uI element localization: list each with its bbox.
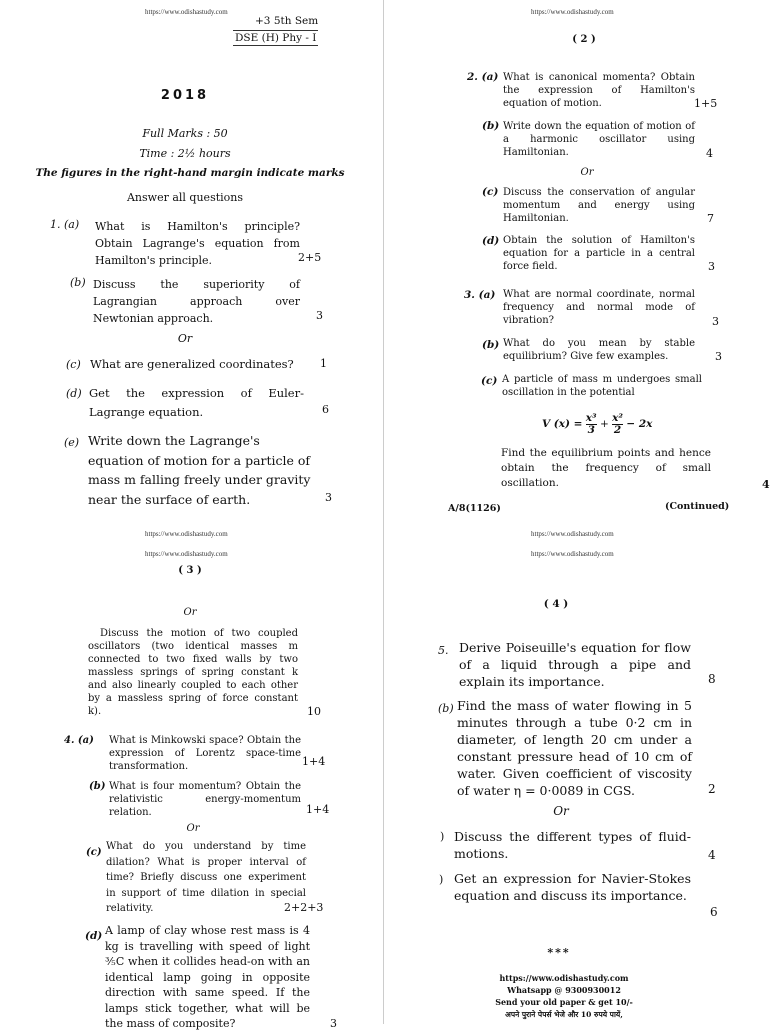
q1b-marks: 3 bbox=[316, 309, 323, 322]
q5c-marks: 4 bbox=[708, 848, 716, 862]
q4c-label: (c) bbox=[86, 847, 102, 858]
eq-2: 2 bbox=[613, 423, 622, 436]
figures-note: The figures in the right-hand margin indicate marks bbox=[35, 167, 345, 179]
potential-equation bbox=[542, 410, 652, 438]
eq-tail: − 2x bbox=[626, 418, 653, 430]
q3c-text2: Find the equilibrium points and hence obtain the frequency of small oscillation. bbox=[501, 447, 711, 489]
footer-code: A/8(1126) bbox=[448, 503, 501, 514]
year: 2018 bbox=[160, 88, 210, 103]
q1b-text: Discuss the superiority of Lagrangian approach over Newtonian approach. bbox=[93, 278, 300, 325]
q5b-label: (b) bbox=[438, 702, 454, 715]
site-url-2: https://www.odishastudy.com bbox=[531, 550, 614, 558]
promo-send: Send your old paper & get 10/- bbox=[495, 997, 633, 1007]
promo-whatsapp: Whatsapp @ 9300930012 bbox=[507, 985, 621, 995]
q5a-text: Derive Poiseuille's equation for flow of a liquid through a pipe and explain its importance. bbox=[459, 640, 691, 689]
time: Time : 2½ hours bbox=[139, 147, 231, 160]
eq-plus: + bbox=[600, 418, 609, 430]
page-2 bbox=[384, 0, 768, 512]
q1a-text: What is Hamilton's principle? Obtain Lagrange's equation from Hamilton's principle. bbox=[95, 220, 300, 267]
eq-3: 3 bbox=[587, 423, 595, 436]
q4c-text: What do you understand by time dilation? What is proper interval of time? Briefly discuss one experiment in support of time dilation in special relativity. bbox=[106, 841, 306, 914]
q5a-marks: 8 bbox=[708, 672, 716, 686]
promo-hindi: अपने पुराने पेपर्स भेजे और 10 रुपये पायें, bbox=[505, 1010, 623, 1019]
q2a-marks: 1+5 bbox=[694, 97, 718, 110]
q5d-label: ) bbox=[439, 873, 444, 886]
q4d-text: A lamp of clay whose rest mass is 4 kg is travelling with speed of light ⅗C when it collides head-on with an identical lamp going in opposite direction with same speed. If the lamps stick together, what will be the mass of composite? bbox=[105, 924, 310, 1030]
q5d-text: Get an expression for Navier-Stokes equation and discuss its importance. bbox=[454, 871, 691, 903]
q1d-marks: 6 bbox=[322, 403, 329, 416]
q3b-text: What do you mean by stable equilibrium? Give few examples. bbox=[503, 338, 695, 362]
q3a-marks: 3 bbox=[712, 315, 719, 328]
or: Or bbox=[580, 167, 594, 178]
end-stars: *** bbox=[547, 946, 571, 959]
q4b-label: (b) bbox=[89, 781, 106, 792]
q2c-marks: 7 bbox=[707, 212, 714, 225]
q1c-text: What are generalized coordinates? bbox=[90, 357, 294, 371]
header-sem: +3 5th Sem bbox=[255, 15, 319, 27]
or-1: Or bbox=[183, 607, 197, 618]
q1e-marks: 3 bbox=[325, 491, 332, 504]
eq-frac-x2 bbox=[612, 413, 623, 436]
eq-lhs: V (x) = bbox=[542, 418, 583, 430]
site-url: https://www.odishastudy.com bbox=[531, 8, 614, 16]
or-2: Or bbox=[186, 823, 200, 834]
q4d-label: (d) bbox=[85, 930, 103, 942]
qd-text: Discuss the motion of two coupled oscillators (two identical masses m connected to two fixed walls by two massless springs of spring constant k and also linearly coupled to each other by a massless spring of force constant k). bbox=[88, 628, 298, 717]
promo-url: https://www.odishastudy.com bbox=[499, 973, 629, 983]
eq-frac-x3 bbox=[586, 413, 597, 436]
q5b-text: Find the mass of water flowing in 5 minutes through a tube 0·2 cm in diameter, of length 20 cm under a constant pressure head of 10 cm of water. Given coefficient of viscosity of water η = 0·0089 in CGS. bbox=[457, 698, 692, 798]
q1e-text: Write down the Lagrange's equation of motion for a particle of mass m falling freely under gravity near the surface of earth. bbox=[88, 433, 311, 507]
q1a-marks: 2+5 bbox=[298, 251, 322, 264]
q4c-marks: 2+2+3 bbox=[284, 901, 324, 914]
header-course: DSE (H) Phy - I bbox=[235, 32, 317, 44]
qd-marks: 10 bbox=[307, 705, 321, 718]
q4a-marks: 1+4 bbox=[302, 755, 326, 768]
q1d-text: Get the expression of Euler-Lagrange equation. bbox=[89, 386, 304, 419]
q3c-text: A particle of mass m undergoes small oscillation in the potential bbox=[502, 374, 702, 398]
footer-continued: (Continued) bbox=[665, 501, 730, 512]
q3a-label: 3. (a) bbox=[464, 289, 496, 301]
page-4 bbox=[384, 512, 768, 1024]
q3a-text: What are normal coordinate, normal frequency and normal mode of vibration? bbox=[503, 289, 695, 326]
eq-x2: x² bbox=[612, 411, 624, 424]
q1c-marks: 1 bbox=[320, 357, 327, 370]
q1a-label: 1. (a) bbox=[50, 218, 80, 231]
q4b-marks: 1+4 bbox=[306, 803, 330, 816]
or: Or bbox=[177, 332, 193, 345]
site-url: https://www.odishastudy.com bbox=[531, 530, 614, 538]
q2b-text: Write down the equation of motion of a harmonic oscillator using Hamiltonian. bbox=[503, 121, 695, 158]
q2a-text: What is canonical momenta? Obtain the expression of Hamilton's equation of motion. bbox=[503, 72, 695, 109]
q2c-label: (c) bbox=[482, 186, 499, 198]
q2a-label: 2. (a) bbox=[467, 71, 499, 83]
site-url-2: https://www.odishastudy.com bbox=[145, 550, 228, 558]
page-number: ( 3 ) bbox=[178, 565, 202, 576]
q2d-text: Obtain the solution of Hamilton's equation for a particle in a central force field. bbox=[503, 235, 695, 272]
q5d-marks: 6 bbox=[710, 905, 718, 919]
site-url: https://www.odishastudy.com bbox=[145, 530, 228, 538]
q2c-text: Discuss the conservation of angular momentum and energy using Hamiltonian. bbox=[503, 187, 695, 224]
or: Or bbox=[553, 804, 569, 818]
q2d-marks: 3 bbox=[708, 260, 715, 273]
q3b-label: (b) bbox=[482, 339, 500, 351]
q3c-marks: 4 bbox=[762, 478, 770, 491]
q2b-marks: 4 bbox=[706, 147, 713, 160]
q4d-marks: 3 bbox=[330, 1017, 337, 1030]
q1d-label: (d) bbox=[66, 387, 82, 400]
q5a-label: 5. bbox=[438, 644, 449, 657]
q5c-text: Discuss the different types of fluid-motions. bbox=[454, 829, 691, 861]
q1b-label: (b) bbox=[70, 276, 86, 289]
page-number: ( 4 ) bbox=[543, 598, 569, 610]
full-marks: Full Marks : 50 bbox=[142, 127, 228, 140]
page-3 bbox=[0, 512, 384, 1030]
answer-note: Answer all questions bbox=[126, 191, 243, 204]
site-url: https://www.odishastudy.com bbox=[145, 8, 228, 16]
q3c-label: (c) bbox=[481, 375, 498, 387]
q4a-label: 4. (a) bbox=[64, 735, 94, 746]
q4b-text: What is four momentum? Obtain the relativistic energy-momentum relation. bbox=[109, 781, 301, 818]
q5c-label: ) bbox=[440, 830, 445, 843]
q4a-text: What is Minkowski space? Obtain the expression of Lorentz space-time transformation. bbox=[109, 735, 301, 772]
q1e-label: (e) bbox=[64, 436, 80, 449]
page-1 bbox=[0, 0, 384, 512]
q2d-label: (d) bbox=[482, 235, 500, 247]
q2b-label: (b) bbox=[482, 120, 500, 132]
q5b-marks: 2 bbox=[708, 782, 716, 796]
q3b-marks: 3 bbox=[715, 350, 722, 363]
q1c-label: (c) bbox=[66, 358, 81, 371]
page-number: ( 2 ) bbox=[572, 34, 596, 45]
eq-x3: x³ bbox=[585, 411, 597, 424]
